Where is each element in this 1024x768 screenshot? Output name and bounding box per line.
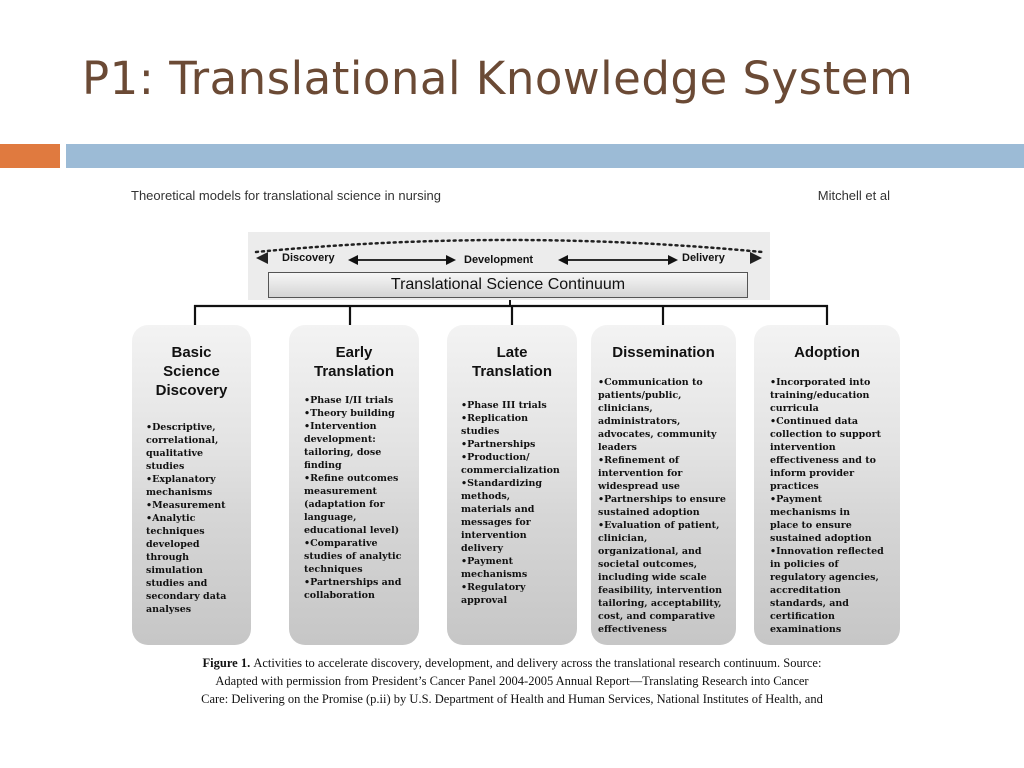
column-item-line: developed [146, 539, 200, 550]
column-item-line: •Production/ [461, 452, 530, 463]
column-item-line: •Explanatory [146, 474, 216, 485]
column-dissemination [591, 325, 736, 645]
column-item-line: materials and [461, 504, 535, 515]
column-item-line: •Partnerships to ensure [598, 494, 726, 505]
column-item-line: •Phase III trials [461, 400, 547, 411]
column-item-line: •Phase I/II trials [304, 395, 394, 406]
column-item-line: mechanisms in [770, 507, 851, 518]
column-item-line: methods, [461, 491, 511, 502]
column-item-line: approval [461, 595, 508, 606]
column-item-line: language, [304, 512, 357, 523]
column-item-line: collaboration [304, 590, 375, 601]
column-item-line: messages for [461, 517, 531, 528]
column-item-line: advocates, community [598, 429, 717, 440]
column-title: Late Translation [471, 344, 553, 380]
column-item-line: •Refinement of [598, 455, 679, 466]
column-basic-science-discovery [132, 325, 251, 645]
column-item-line: intervention for [598, 468, 683, 479]
column-item-line: •Payment [461, 556, 514, 567]
column-item-line: collection to support [770, 429, 882, 440]
column-item-line: delivery [461, 543, 503, 554]
column-item-line: clinician, [598, 533, 648, 544]
column-item-line: secondary data [146, 591, 227, 602]
column-items [304, 394, 401, 602]
column-item-line: •Refine outcomes [304, 473, 399, 484]
column-item-line: widespread use [598, 481, 680, 492]
column-item-line: •Evaluation of patient, [598, 520, 720, 531]
column-item-line: accreditation [770, 585, 841, 596]
column-items [146, 421, 226, 616]
column-items [598, 376, 726, 636]
caption-line-3: Care: Delivering on the Promise (p.ii) by U.S. Department of Health and Human Services, National Institutes of Health, and [201, 692, 823, 706]
column-early-translation [289, 325, 419, 645]
column-item-line: training/education [770, 390, 870, 401]
column-item-line: development: [304, 434, 376, 445]
column-item-line: •Comparative [304, 538, 378, 549]
column-item-line: commercialization [461, 465, 560, 476]
column-item-line: patients/public, [598, 390, 682, 401]
column-item-line: regulatory agencies, [770, 572, 879, 583]
caption-line-2: Adapted with permission from President’s Cancer Panel 2004-2005 Annual Report—Translating Research into Cancer [215, 674, 809, 688]
column-item-line: techniques [146, 526, 205, 537]
column-item-line: •Partnerships [461, 439, 536, 450]
column-item-line: mechanisms [146, 487, 213, 498]
column-item-line: administrators, [598, 416, 681, 427]
column-item-line: feasibility, intervention [598, 585, 722, 596]
column-item-line: •Analytic [146, 513, 196, 524]
column-item-line: in policies of [770, 559, 839, 570]
column-adoption [754, 325, 900, 645]
column-item-line: •Standardizing [461, 478, 542, 489]
stage-development: Development [464, 254, 534, 266]
column-item-line: examinations [770, 624, 842, 635]
column-title: Early Translation [313, 344, 395, 380]
column-item-line: through [146, 552, 190, 563]
column-item-line: standards, and [770, 598, 849, 609]
column-item-line: mechanisms [461, 569, 528, 580]
figure-header-title: Theoretical models for translational science in nursing [131, 188, 441, 203]
column-item-line: techniques [304, 564, 363, 575]
column-item-line: studies of analytic [304, 551, 402, 562]
column-item-line: effectiveness [598, 624, 667, 635]
caption-line-1: Activities to accelerate discovery, development, and delivery across the translational research continuum. Source: [253, 656, 822, 670]
column-item-line: qualitative [146, 448, 204, 459]
column-item-line: tailoring, dose [304, 447, 382, 458]
column-item-line: •Innovation reflected [770, 546, 884, 557]
column-item-line: inform provider [770, 468, 855, 479]
column-item-line: •Measurement [146, 500, 226, 511]
hierarchy-connector [0, 0, 1024, 330]
column-item-line: place to ensure [770, 520, 852, 531]
column-title: Basic Science Discovery [155, 344, 228, 399]
column-item-line: effectiveness and to [770, 455, 876, 466]
column-items [461, 399, 560, 607]
column-item-line: educational level) [304, 525, 400, 536]
figure-header-author: Mitchell et al [817, 188, 890, 203]
column-late-translation [447, 325, 577, 645]
column-item-line: measurement [304, 486, 377, 497]
column-items [770, 376, 884, 636]
column-item-line: cost, and comparative [598, 611, 716, 622]
column-title: Adoption [794, 344, 860, 361]
column-item-line: finding [304, 460, 342, 471]
stage-discovery: Discovery [282, 252, 335, 264]
column-item-line: •Intervention [304, 421, 377, 432]
column-item-line: studies [461, 426, 500, 437]
column-item-line: •Communication to [598, 377, 703, 388]
column-item-line: correlational, [146, 435, 219, 446]
column-item-line: •Descriptive, [146, 422, 216, 433]
column-item-line: intervention [770, 442, 836, 453]
column-item-line: studies [146, 461, 185, 472]
column-item-line: leaders [598, 442, 637, 453]
column-item-line: •Theory building [304, 408, 395, 419]
column-item-line: •Incorporated into [770, 377, 871, 388]
column-item-line: sustained adoption [770, 533, 872, 544]
slide-title: P1: Translational Knowledge System [82, 52, 914, 105]
column-item-line: clinicians, [598, 403, 653, 414]
column-item-line: intervention [461, 530, 527, 541]
column-item-line: •Partnerships and [304, 577, 402, 588]
continuum-title: Translational Science Continuum [268, 272, 748, 298]
column-item-line: analyses [146, 604, 192, 615]
column-item-line: including wide scale [598, 572, 707, 583]
column-item-line: tailoring, acceptability, [598, 598, 722, 609]
figure-caption [132, 654, 892, 708]
column-item-line: curricula [770, 403, 819, 414]
stage-delivery: Delivery [682, 252, 725, 264]
column-item-line: •Payment [770, 494, 823, 505]
column-item-line: practices [770, 481, 819, 492]
column-item-line: studies and [146, 578, 208, 589]
column-item-line: •Replication [461, 413, 529, 424]
column-item-line: certification [770, 611, 835, 622]
column-item-line: simulation [146, 565, 203, 576]
column-title: Dissemination [612, 344, 715, 361]
column-item-line: sustained adoption [598, 507, 700, 518]
column-item-line: societal outcomes, [598, 559, 698, 570]
column-item-line: •Regulatory [461, 582, 526, 593]
column-item-line: •Continued data [770, 416, 859, 427]
caption-label: Figure 1. [202, 656, 251, 670]
column-item-line: (adaptation for [304, 499, 385, 510]
column-item-line: organizational, and [598, 546, 702, 557]
